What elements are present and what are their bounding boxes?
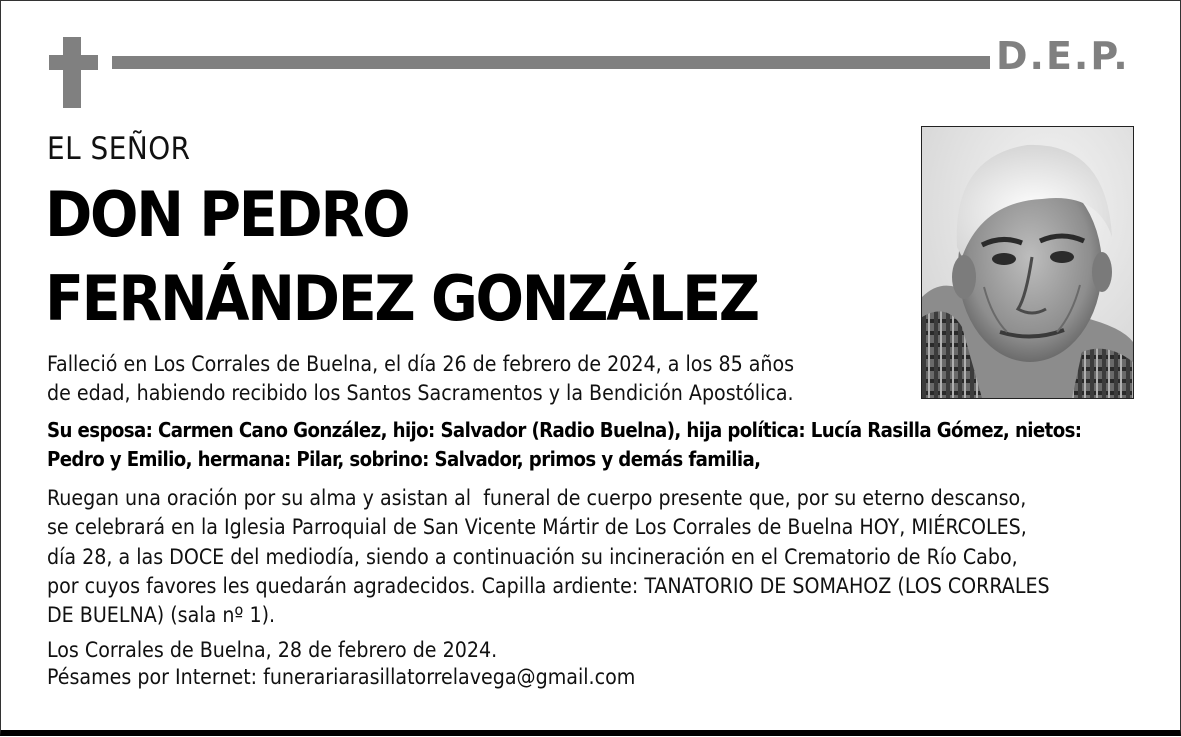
place-date: Los Corrales de Buelna, 28 de febrero de 2024. [47,637,498,662]
deceased-name-line2: FERNÁNDEZ GONZÁLEZ [45,262,758,335]
title-prefix: EL SEÑOR [47,131,191,167]
cross-icon-horizontal [49,55,98,70]
dep-label: D.E.P. [996,34,1130,78]
death-paragraph: Falleció en Los Corrales de Buelna, el día 26 de febrero de 2024, a los 85 años de edad, habiendo recibido los Santos Sacramentos y la Bendición Apostólica. [47,351,795,405]
condolences-email: Pésames por Internet: funerariarasillatorrelavega@gmail.com [47,664,636,689]
header-rule [112,56,990,69]
family-paragraph: Su esposa: Carmen Cano González, hijo: Salvador (Radio Buelna), hija política: Lucía Rasilla Gómez, nietos: Pedro y Emilio, hermana: Pilar, sobrino: Salvador, primos y demás familia, [47,418,1082,471]
funeral-paragraph: Ruegan una oración por su alma y asistan al funeral de cuerpo presente que, por su eterno descanso, se celebrará en la Iglesia Parroquial de San Vicente Mártir de Los Corrales de Buelna HOY, MIÉRCOLES, día 28, a las DOCE del mediodía, siendo a continuación su incineración en el Crematorio de Río Cabo, por cuyos favores les quedarán agradecidos. Capilla ardiente: TANATORIO DE SOMAHOZ (LOS CORRALES DE BUELNA) (sala nº 1). [47,485,1050,628]
portrait-image [922,127,1133,398]
deceased-name-line1: DON PEDRO [45,178,409,251]
deceased-portrait [921,126,1134,399]
cross-icon-vertical [63,37,81,108]
